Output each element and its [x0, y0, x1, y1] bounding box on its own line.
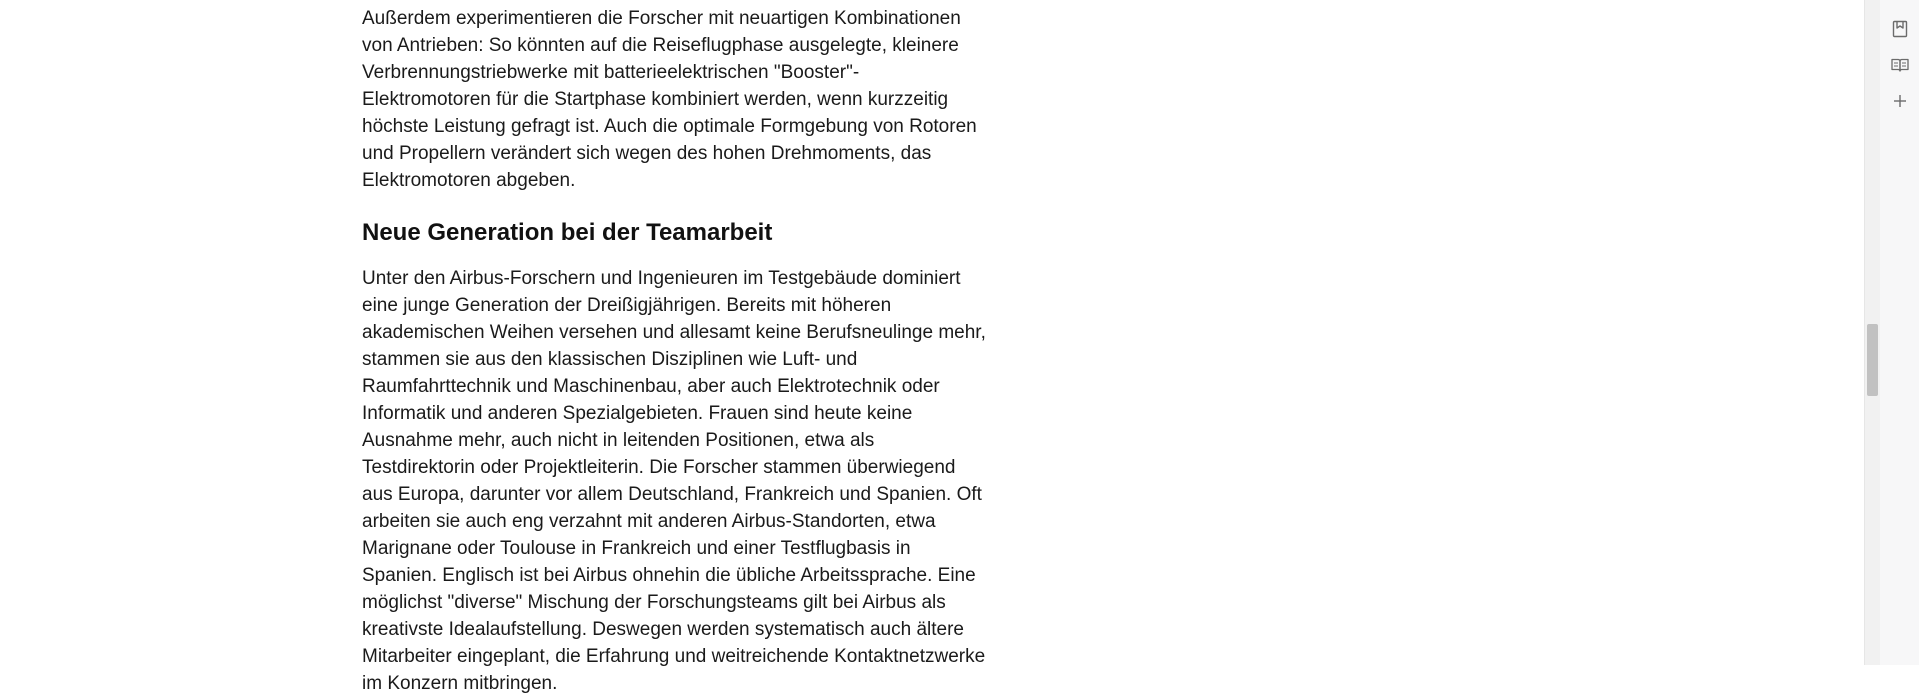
article-paragraph: Unter den Airbus-Forschern und Ingenieuren im Testgebäude dominiert eine junge Generation der Dreißigjährigen. Bereits mit höheren akademischen Weihen versehen und allesamt keine Berufsneulinge mehr, stammen sie aus den klassischen Disziplinen wie Luft- und Raumfahrttechnik und Maschinenbau, aber auch Elektrotechnik oder Informatik und anderen Spezialgebieten. Frauen sind heute keine Ausnahme mehr, auch nicht in leitenden Positionen, etwa als Testdirektorin oder Projektleiterin. Die Forscher stammen überwiegend aus Europa, darunter vor allem Deutschland, Frankreich und Spanien. Oft arbeiten sie auch eng verzahnt mit anderen Airbus-Standorten, etwa Marignane oder Toulouse in Frankreich und einer Testflugbasis in Spanien. Englisch ist bei Airbus ohnehin die übliche Arbeitssprache. Eine möglichst "diverse" Mischung der Forschungsteams gilt bei Airbus als kreativste Idealaufstellung. Deswegen werden systematisch auch ältere Mitarbeiter eingeplant, die Erfahrung und weitreichende Kontaktnetzwerke im Konzern mitbringen. — [362, 268, 986, 694]
bookmark-button[interactable] — [1890, 19, 1910, 39]
article-content — [362, 5, 987, 697]
reader-view-button[interactable] — [1890, 55, 1910, 75]
section-heading: Neue Generation bei der Teamarbeit — [362, 219, 773, 246]
add-button[interactable] — [1890, 91, 1910, 111]
reader-view-icon — [1891, 57, 1909, 73]
bookmark-icon — [1892, 20, 1908, 38]
article-paragraph: Außerdem experimentieren die Forscher mit neuartigen Kombinationen von Antrieben: So könnten auf die Reiseflugphase ausgelegte, kleinere Verbrennungstriebwerke mit batterieelektrischen "Booster"-Elektromotoren für die Startphase kombiniert werden, wenn kurzzeitig höchste Leistung gefragt ist. Auch die optimale Formgebung von Rotoren und Propellern verändert sich wegen des hohen Drehmoments, das Elektromotoren abgeben. — [362, 8, 977, 191]
plus-icon — [1893, 94, 1907, 108]
scrollbar-thumb[interactable] — [1867, 324, 1878, 396]
scrollbar[interactable] — [1864, 0, 1880, 665]
side-rail — [1880, 0, 1919, 665]
